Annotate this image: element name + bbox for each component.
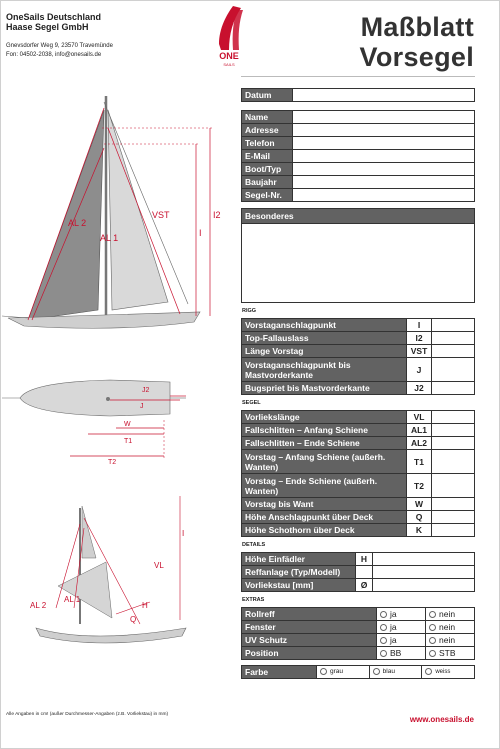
rigg-label-vst: Länge Vorstag <box>242 345 407 358</box>
rigg-label-i2: Top-Fallauslass <box>242 332 407 345</box>
color-label: Farbe <box>242 666 317 679</box>
extras-label-fenster: Fenster <box>242 621 377 634</box>
date-table <box>241 88 475 102</box>
logo-subtext: SAILS <box>223 62 235 67</box>
segel-code-w: W <box>407 498 432 511</box>
rollreff-ja-option[interactable] <box>377 608 426 621</box>
segel-code-al2: AL2 <box>407 437 432 450</box>
option-label: STB <box>439 648 456 658</box>
option-label: nein <box>439 635 456 645</box>
segel-field-t2[interactable] <box>432 474 475 498</box>
rigg-field-i[interactable] <box>432 319 475 332</box>
fenster-nein-option[interactable] <box>426 621 475 634</box>
customer-table <box>241 110 475 202</box>
company-line-2: Haase Segel GmbH <box>6 22 89 32</box>
phone-label: Telefon <box>242 137 293 150</box>
details-code-reff <box>356 566 373 579</box>
footnote: Alle Angaben in cm! (außer Durchmesser-Angaben (z.B. Vorliekstau) in mm) <box>6 712 169 717</box>
segel-table <box>241 410 475 537</box>
rigg-label-j2: Bugspriet bis Mastvorderkante <box>242 382 407 395</box>
detail-label-i: I <box>182 529 185 538</box>
segel-label-al1: Fallschlitten – Anfang Schiene <box>242 424 407 437</box>
rigg-field-i2[interactable] <box>432 332 475 345</box>
uv-ja-option[interactable] <box>377 634 426 647</box>
address-line-1: Gnevsdorfer Weg 9, 23570 Travemünde <box>6 43 113 49</box>
extras-table <box>241 607 475 660</box>
label-j2: J2 <box>142 387 150 394</box>
details-label-h: Höhe Einfädler <box>242 553 356 566</box>
radio-icon[interactable] <box>320 668 327 675</box>
company-line-1: OneSails Deutschland <box>6 12 102 22</box>
segel-code-vl: VL <box>407 411 432 424</box>
boat-type-label: Boot/Typ <box>242 163 293 176</box>
extras-label-position: Position <box>242 647 377 660</box>
onesails-logo <box>207 4 251 68</box>
company-name <box>6 12 101 32</box>
name-field[interactable] <box>293 111 475 124</box>
detail-label-al2: AL 2 <box>30 601 47 610</box>
segel-label-w: Vorstag bis Want <box>242 498 407 511</box>
side-view-diagram <box>2 96 221 328</box>
radio-icon[interactable] <box>425 668 432 675</box>
segel-field-al1[interactable] <box>432 424 475 437</box>
rigg-code-i: I <box>407 319 432 332</box>
logo-text: ONE <box>219 51 239 61</box>
build-year-label: Baujahr <box>242 176 293 189</box>
extras-section-title: EXTRAS <box>242 597 265 603</box>
rigg-code-j: J <box>407 358 432 382</box>
radio-icon[interactable] <box>429 650 436 657</box>
fenster-ja-option[interactable] <box>377 621 426 634</box>
rigg-code-vst: VST <box>407 345 432 358</box>
address-line-2: Fon: 04502-2038, info@onesails.de <box>6 52 102 58</box>
rigg-label-i: Vorstaganschlagpunkt <box>242 319 407 332</box>
position-stb-option[interactable] <box>426 647 475 660</box>
rigg-table <box>241 318 475 395</box>
email-field[interactable] <box>293 150 475 163</box>
segel-section-title: SEGEL <box>242 400 261 406</box>
option-label: BB <box>390 648 402 658</box>
uv-nein-option[interactable] <box>426 634 475 647</box>
rigg-section-title: RIGG <box>242 308 257 314</box>
segel-field-al2[interactable] <box>432 437 475 450</box>
label-i: I <box>199 228 202 238</box>
segel-label-t1: Vorstag – Anfang Schiene (außerh. Wanten) <box>242 450 407 474</box>
hull-top <box>20 380 170 416</box>
jib-detail <box>58 562 112 618</box>
label-al1: AL 1 <box>100 233 119 243</box>
rigg-code-j2: J2 <box>407 382 432 395</box>
top-view-diagram <box>2 380 186 466</box>
option-label: ja <box>390 622 397 632</box>
measurement-form <box>241 88 475 679</box>
company-address <box>6 42 113 60</box>
segel-field-q[interactable] <box>432 511 475 524</box>
address-label: Adresse <box>242 124 293 137</box>
page-subtitle: Vorsegel <box>359 42 474 72</box>
radio-icon[interactable] <box>429 611 436 618</box>
label-t1: T1 <box>124 438 133 445</box>
email-label: E-Mail <box>242 150 293 163</box>
label-vst: VST <box>152 210 170 220</box>
rigg-field-j[interactable] <box>432 358 475 382</box>
sail-number-label: Segel-Nr. <box>242 189 293 202</box>
details-label-tau: Vorliekstau [mm] <box>242 579 356 592</box>
radio-icon[interactable] <box>429 637 436 644</box>
sail-number-field[interactable] <box>293 189 475 202</box>
segel-field-k[interactable] <box>432 524 475 537</box>
date-label: Datum <box>242 89 293 102</box>
details-field-h[interactable] <box>373 553 475 566</box>
segel-code-t2: T2 <box>407 474 432 498</box>
label-t2: T2 <box>108 459 117 466</box>
option-label: blau <box>382 668 395 676</box>
color-table <box>241 665 475 679</box>
option-label: grau <box>330 668 344 676</box>
segel-label-vl: Vorliekslänge <box>242 411 407 424</box>
phone-field[interactable] <box>293 137 475 150</box>
details-field-tau[interactable] <box>373 579 475 592</box>
radio-icon[interactable] <box>373 668 380 675</box>
segel-label-t2: Vorstag – Ende Schiene (außerh. Wanten) <box>242 474 407 498</box>
rigg-code-i2: I2 <box>407 332 432 345</box>
details-code-tau: Ø <box>356 579 373 592</box>
option-label: ja <box>390 635 397 645</box>
radio-icon[interactable] <box>380 624 387 631</box>
segel-field-t1[interactable] <box>432 450 475 474</box>
segel-code-t1: T1 <box>407 450 432 474</box>
special-notes-label: Besonderes <box>241 208 475 224</box>
label-al2: AL 2 <box>68 218 87 228</box>
radio-icon[interactable] <box>380 611 387 618</box>
label-vl: VL <box>154 561 164 570</box>
color-blau-option[interactable] <box>369 666 422 679</box>
radio-icon[interactable] <box>380 637 387 644</box>
details-code-h: H <box>356 553 373 566</box>
detail-view-diagram <box>30 496 186 643</box>
page-title: Maßblatt <box>360 12 474 42</box>
segel-label-k: Höhe Schothorn über Deck <box>242 524 407 537</box>
rollreff-nein-option[interactable] <box>426 608 475 621</box>
details-table <box>241 552 475 592</box>
date-field[interactable] <box>293 89 475 102</box>
details-section-title: DETAILS <box>242 542 266 548</box>
label-h: H <box>142 601 148 610</box>
title-divider <box>241 76 475 77</box>
option-label: nein <box>439 609 456 619</box>
rigg-label-j: Vorstaganschlagpunkt bis Mastvorderkante <box>242 358 407 382</box>
label-i2: I2 <box>213 210 221 220</box>
website-link[interactable]: www.onesails.de <box>409 715 474 724</box>
rigg-field-j2[interactable] <box>432 382 475 395</box>
address-field[interactable] <box>293 124 475 137</box>
label-w: W <box>124 421 131 428</box>
extras-label-uv: UV Schutz <box>242 634 377 647</box>
segel-field-vl[interactable] <box>432 411 475 424</box>
segel-label-al2: Fallschlitten – Ende Schiene <box>242 437 407 450</box>
details-label-reff: Reffanlage (Typ/Modell) <box>242 566 356 579</box>
segel-code-q: Q <box>407 511 432 524</box>
build-year-field[interactable] <box>293 176 475 189</box>
sail-diagrams <box>0 88 236 688</box>
segel-label-q: Höhe Anschlagpunkt über Deck <box>242 511 407 524</box>
label-q: Q <box>130 615 137 624</box>
extras-label-rollreff: Rollreff <box>242 608 377 621</box>
position-bb-option[interactable] <box>377 647 426 660</box>
special-notes-field[interactable] <box>241 224 475 303</box>
option-label: ja <box>390 609 397 619</box>
details-field-reff[interactable] <box>373 566 475 579</box>
color-weiss-option[interactable] <box>422 666 475 679</box>
option-label: nein <box>439 622 456 632</box>
detail-label-al1: AL 1 <box>64 595 81 604</box>
rigg-field-vst[interactable] <box>432 345 475 358</box>
segel-field-w[interactable] <box>432 498 475 511</box>
radio-icon[interactable] <box>429 624 436 631</box>
boat-type-field[interactable] <box>293 163 475 176</box>
radio-icon[interactable] <box>380 650 387 657</box>
segel-code-al1: AL1 <box>407 424 432 437</box>
color-grau-option[interactable] <box>317 666 370 679</box>
label-j: J <box>140 403 144 410</box>
name-label: Name <box>242 111 293 124</box>
segel-code-k: K <box>407 524 432 537</box>
option-label: weiss <box>435 669 451 676</box>
